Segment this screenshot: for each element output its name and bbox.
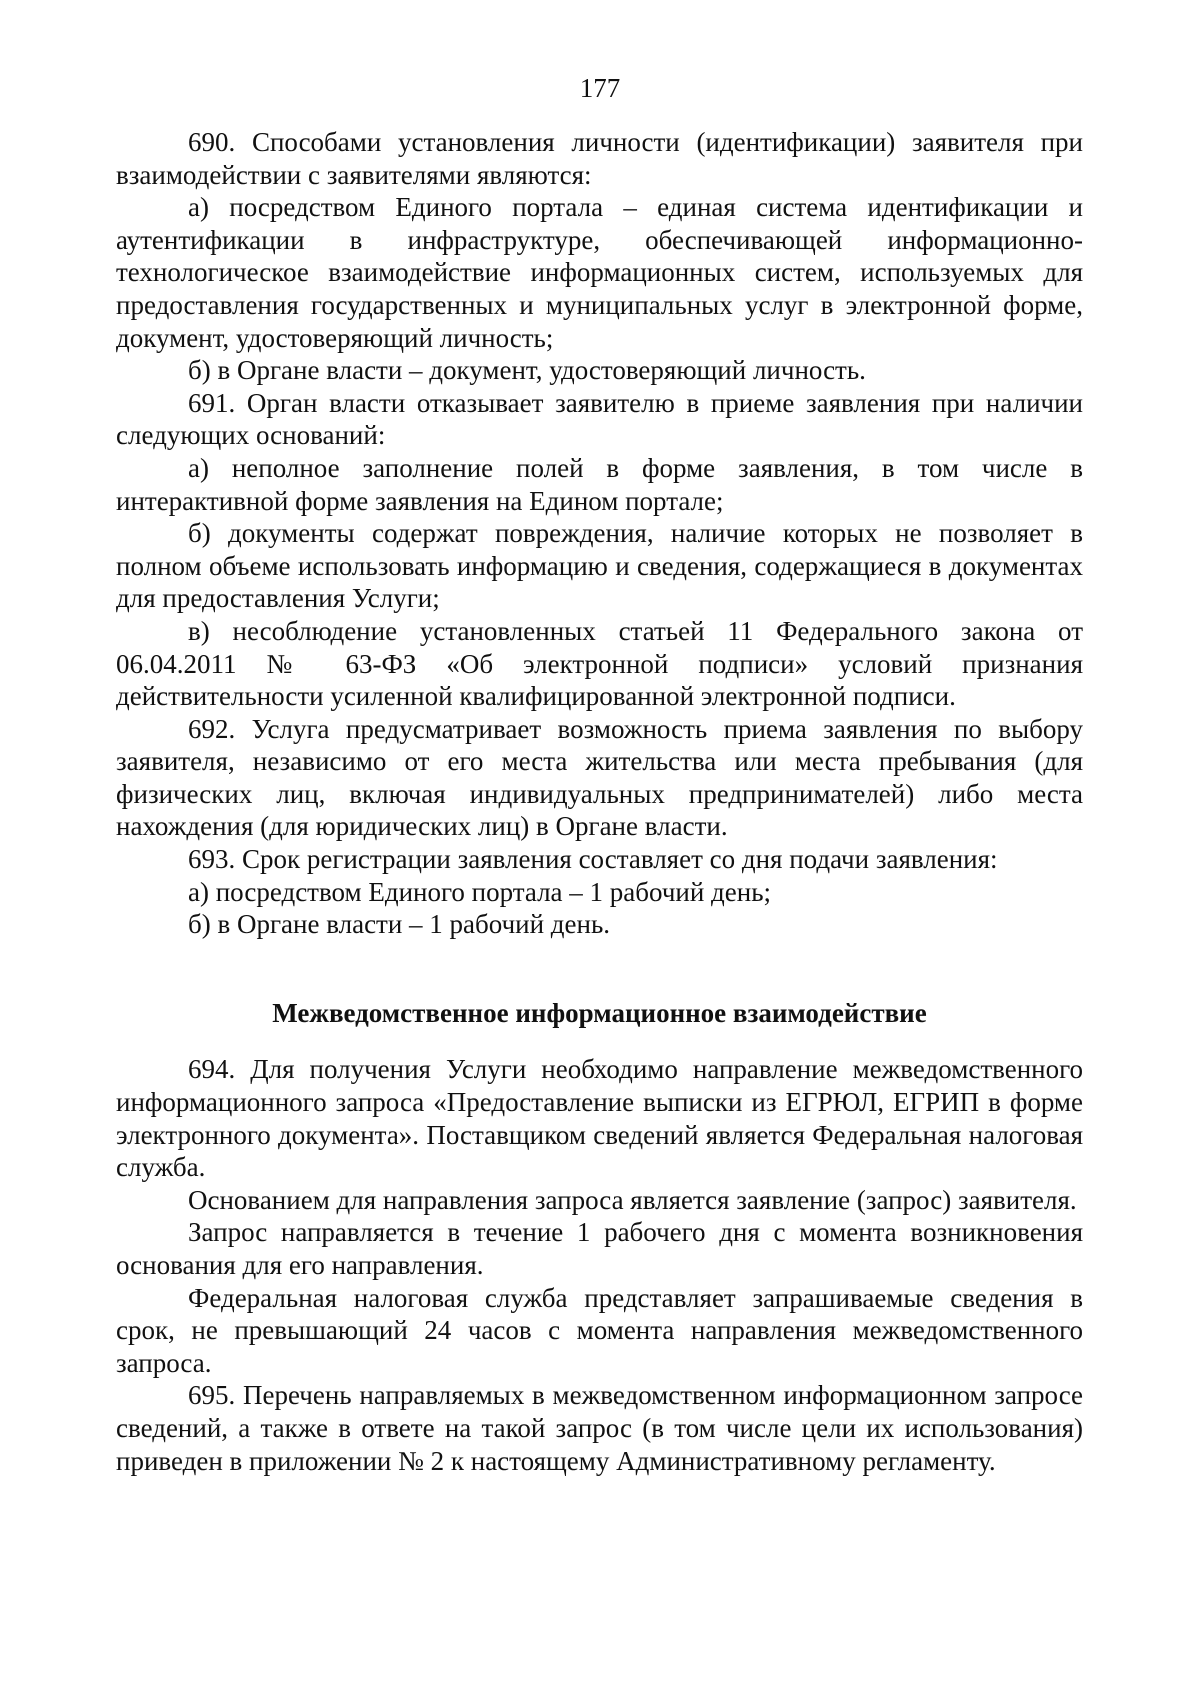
document-body bbox=[116, 126, 1083, 1477]
spacer bbox=[116, 1029, 1083, 1053]
paragraph-691-v: в) несоблюдение установленных статьей 11 Федерального закона от 06.04.2011 № 63-ФЗ «Об электронной подписи» условий признания действительности усиленной квалифицированной электронной подписи. bbox=[116, 615, 1083, 712]
paragraph-691-a: а) неполное заполнение полей в форме заявления, в том числе в интерактивной форме заявления на Едином портале; bbox=[116, 452, 1083, 516]
paragraph-691: 691. Орган власти отказывает заявителю в приеме заявления при наличии следующих оснований: bbox=[116, 387, 1083, 451]
page-number: 177 bbox=[579, 73, 621, 103]
paragraph-694-fns: Федеральная налоговая служба представляет запрашиваемые сведения в срок, не превышающий 24 часов с момента направления межведомственного запроса. bbox=[116, 1282, 1083, 1378]
paragraph-694-basis: Основанием для направления запроса является заявление (запрос) заявителя. bbox=[188, 1184, 1077, 1215]
spacer bbox=[116, 941, 1083, 997]
paragraph-690-a: а) посредством Единого портала – единая система идентификации и аутентификации в инфраструктуре, обеспечивающей информационно-технологическое взаимодействие информационных систем, используемых для предоставления государственных и муниципальных услуг в электронной форме, документ, удостоверяющий личность; bbox=[116, 192, 1083, 353]
paragraph-694-timing: Запрос направляется в течение 1 рабочего дня с момента возникновения основания для его направления. bbox=[116, 1217, 1083, 1280]
paragraph-694: 694. Для получения Услуги необходимо направление межведомственного информационного запроса «Предоставление выписки из ЕГРЮЛ, ЕГРИП в форме электронного документа». Поставщиком сведений является Федеральная налоговая служба. bbox=[116, 1054, 1083, 1183]
paragraph-695: 695. Перечень направляемых в межведомственном информационном запросе сведений, а также в ответе на такой запрос (в том числе цели их использования) приведен в приложении № 2 к настоящему Административному регламенту. bbox=[116, 1380, 1083, 1476]
paragraph-693-a: а) посредством Единого портала – 1 рабочий день; bbox=[188, 876, 772, 907]
paragraph-690: 690. Способами установления личности (идентификации) заявителя при взаимодействии с заявителями являются: bbox=[116, 127, 1083, 190]
paragraph-691-b: б) документы содержат повреждения, наличие которых не позволяет в полном объеме использовать информацию и сведения, содержащиеся в документах для предоставления Услуги; bbox=[116, 518, 1083, 614]
paragraph-693: 693. Срок регистрации заявления составляет со дня подачи заявления: bbox=[188, 844, 998, 875]
paragraph-690-b: б) в Органе власти – документ, удостоверяющий личность. bbox=[188, 355, 866, 386]
paragraph-692: 692. Услуга предусматривает возможность приема заявления по выбору заявителя, независимо от его места жительства или места пребывания (для физических лиц, включая индивидуальных предпринимателей) либо места нахождения (для юридических лиц) в Органе власти. bbox=[116, 713, 1083, 842]
section-heading: Межведомственное информационное взаимодействие bbox=[272, 997, 927, 1028]
paragraph-693-b: б) в Органе власти – 1 рабочий день. bbox=[188, 909, 611, 940]
